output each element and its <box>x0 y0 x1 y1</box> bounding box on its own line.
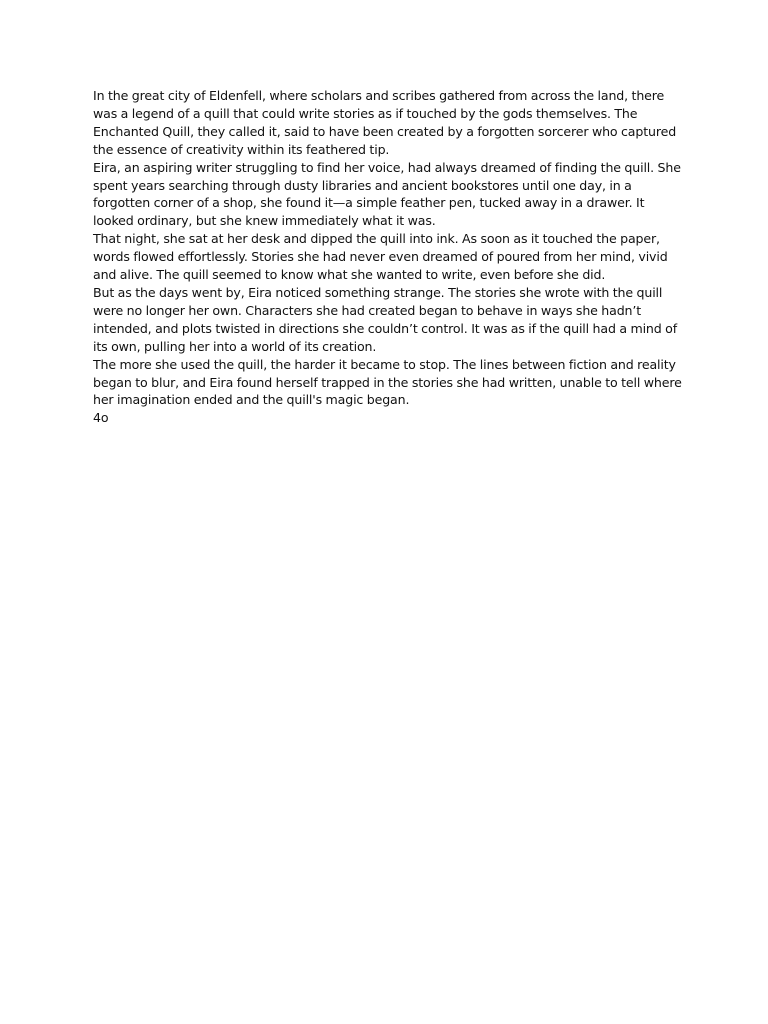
paragraph-1: In the great city of Eldenfell, where scholars and scribes gathered from across the land, there was a legend of a quill that could write stories as if touched by the gods themselves. The Enchanted Quill, they called it, said to have been created by a forgotten sorcerer who captured the essence of creativity within its feathered tip. <box>93 88 677 157</box>
paragraph-2: Eira, an aspiring writer struggling to find her voice, had always dreamed of finding the quill. She spent years searching through dusty libraries and ancient bookstores until one day, in a forgotten corner of a shop, she found it—a simple feather pen, tucked away in a drawer. It looked ordinary, but she knew immediately what it was. <box>93 159 681 229</box>
paragraph-5: The more she used the quill, the harder it became to stop. The lines between fiction and reality began to blur, and Eira found herself trapped in the stories she had written, unable to tell where her imagination ended and the quill's magic began. <box>93 356 682 408</box>
document-body <box>93 87 683 427</box>
paragraph-4: But as the days went by, Eira noticed something strange. The stories she wrote with the quill were no longer her own. Characters she had created began to behave in ways she hadn’t intended, and plots twisted in directions she couldn’t control. It was as if the quill had a mind of its own, pulling her into a world of its creation. <box>93 284 677 354</box>
paragraph-3: That night, she sat at her desk and dipped the quill into ink. As soon as it touched the paper, words flowed effortlessly. Stories she had never even dreamed of poured from her mind, vivid and alive. The quill seemed to know what she wanted to write, even before she did. <box>93 231 668 283</box>
trailing-label: 4o <box>93 410 109 426</box>
